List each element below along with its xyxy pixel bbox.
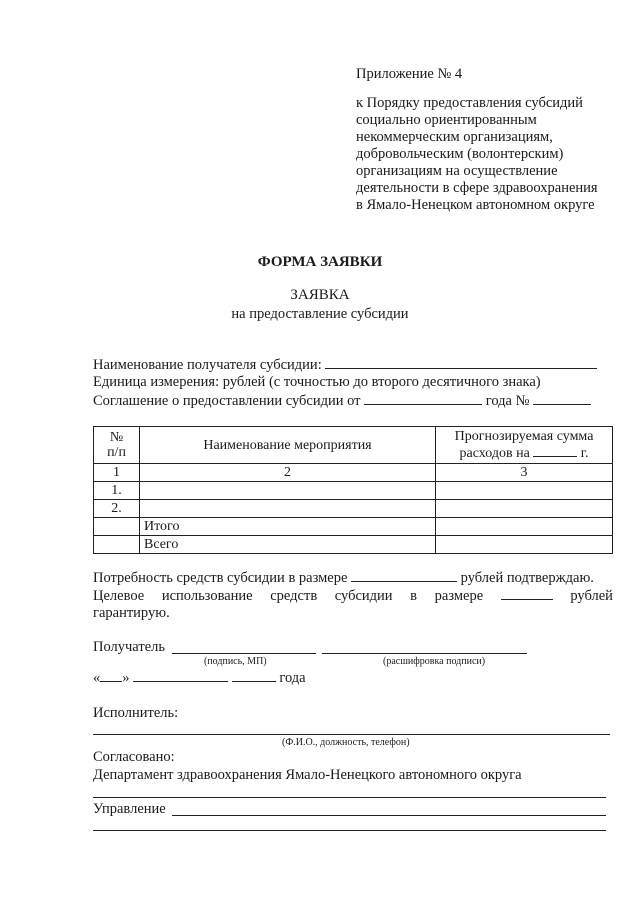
appendix-line: в Ямало-Ненецком автономном округе — [356, 197, 595, 213]
date-year-line[interactable] — [232, 669, 276, 682]
confirmation-word: субсидии — [334, 588, 393, 604]
recipient-input-line[interactable] — [325, 356, 597, 369]
confirmation-prefix: Потребность средств субсидии в размере — [93, 570, 348, 586]
executor-caption: (Ф.И.О., должность, телефон) — [282, 737, 410, 748]
application-subtitle: на предоставление субсидии — [231, 306, 409, 322]
directorate-line[interactable] — [172, 815, 606, 816]
confirmation-word: размере — [434, 588, 484, 604]
confirmation-line-1 — [93, 569, 594, 587]
department-sign-line[interactable] — [93, 797, 606, 798]
recipient-label: Получатель — [93, 639, 165, 655]
confirmation-word: Целевое — [93, 588, 145, 604]
header-sum-prefix: расходов на — [459, 446, 530, 461]
table-header-row — [94, 427, 613, 464]
appendix-line: некоммерческим организациям, — [356, 129, 553, 145]
date-quote-close: » — [122, 670, 130, 686]
agreed-department: Департамент здравоохранения Ямало-Ненецкого автономного округа — [93, 767, 522, 783]
header-num-line2: п/п — [107, 445, 126, 460]
total-label: Итого — [140, 518, 436, 536]
total-num-cell — [94, 518, 140, 536]
total-row — [94, 518, 613, 536]
confirmation-word: использование — [161, 588, 253, 604]
appendix-number: Приложение № 4 — [356, 66, 463, 82]
row-sum-cell[interactable] — [436, 500, 613, 518]
confirmation-word: в — [410, 588, 418, 604]
recipient-decode-line[interactable] — [322, 653, 527, 654]
date-quote-open: « — [93, 670, 101, 686]
header-sum-line2 — [440, 444, 608, 461]
confirmation-suffix: рублей подтверждаю. — [460, 570, 594, 586]
grand-total-label: Всего — [140, 536, 436, 554]
directorate-label: Управление — [93, 801, 166, 817]
agreement-date-line[interactable] — [364, 392, 482, 405]
row-name-cell[interactable] — [140, 500, 436, 518]
row-sum-cell[interactable] — [436, 482, 613, 500]
application-title: ЗАЯВКА — [290, 287, 350, 303]
confirmation-amount-line[interactable] — [351, 569, 457, 582]
header-sum — [436, 427, 613, 464]
appendix-line: социально ориентированным — [356, 112, 537, 128]
appendix-spacer — [356, 83, 626, 95]
recipient-signature-line[interactable] — [172, 653, 316, 654]
executor-line[interactable] — [93, 734, 610, 735]
form-title: ФОРМА ЗАЯВКИ — [257, 254, 383, 270]
confirmation-word: средств — [270, 588, 318, 604]
header-sum-line1: Прогнозируемая сумма — [454, 429, 594, 444]
column-number: 2 — [140, 464, 436, 482]
decode-caption: (расшифровка подписи) — [383, 656, 486, 667]
header-num — [94, 427, 140, 464]
unit-line: Единица измерения: рублей (с точностью до второго десятичного знака) — [93, 374, 541, 390]
date-year-word: года — [279, 670, 306, 686]
row-num: 2. — [94, 500, 140, 518]
row-num: 1. — [94, 482, 140, 500]
subsidy-table — [93, 426, 613, 554]
table-row — [94, 482, 613, 500]
targeted-amount-line[interactable] — [501, 587, 553, 600]
appendix-line: к Порядку предоставления субсидий — [356, 95, 583, 111]
header-sum-suffix: г. — [580, 446, 589, 461]
grand-total-row — [94, 536, 613, 554]
confirmation-line-2 — [93, 587, 613, 605]
appendix-line: организациям на осуществление — [356, 163, 558, 179]
appendix-line: добровольческим (волонтерским) — [356, 146, 564, 162]
agreed-label: Согласовано: — [93, 749, 175, 765]
total-sum-cell[interactable] — [436, 518, 613, 536]
appendix-block — [356, 66, 626, 214]
table-row — [94, 500, 613, 518]
row-name-cell[interactable] — [140, 482, 436, 500]
date-month-line[interactable] — [133, 669, 228, 682]
executor-label: Исполнитель: — [93, 705, 179, 721]
directorate-sign-line[interactable] — [93, 830, 606, 831]
confirmation-word: рублей — [570, 588, 613, 604]
date-day-line[interactable] — [100, 669, 122, 682]
header-name: Наименование мероприятия — [140, 427, 436, 464]
recipient-field — [93, 356, 597, 374]
recipient-label: Наименование получателя субсидии: — [93, 357, 322, 373]
agreement-field — [93, 392, 591, 410]
agreement-label: Соглашение о предоставлении субсидии от — [93, 393, 361, 409]
grand-total-num-cell — [94, 536, 140, 554]
grand-total-sum-cell[interactable] — [436, 536, 613, 554]
confirmation-line-3: гарантирую. — [93, 605, 170, 621]
header-year-line[interactable] — [533, 444, 577, 457]
appendix-line: деятельности в сфере здравоохранения — [356, 180, 598, 196]
column-number-row — [94, 464, 613, 482]
column-number: 3 — [436, 464, 613, 482]
agreement-number-line[interactable] — [533, 392, 591, 405]
header-num-line1: № — [109, 430, 124, 445]
signature-caption: (подпись, МП) — [204, 656, 267, 667]
recipient-date — [93, 669, 306, 687]
agreement-year-label: года № — [485, 393, 530, 409]
column-number: 1 — [94, 464, 140, 482]
